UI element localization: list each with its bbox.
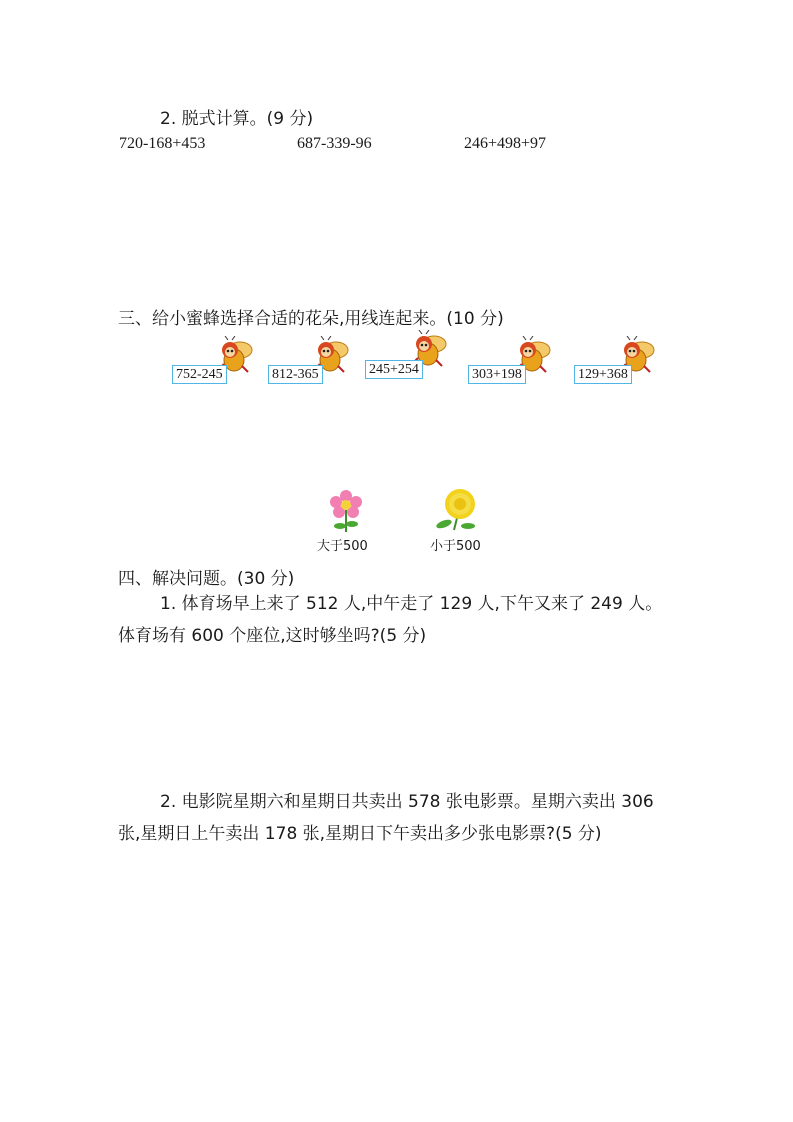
bee-expression-box: 129+368 (574, 365, 632, 384)
flower-label: 小于500 (430, 539, 481, 554)
expression-2: 687-339-96 (297, 135, 372, 152)
question-2-title: 2. 脱式计算。(9 分) (160, 109, 314, 129)
pink-flower-icon (328, 490, 364, 534)
section-3-title: 三、给小蜜蜂选择合适的花朵,用线连起来。(10 分) (118, 309, 504, 329)
problem-2-line-2: 张,星期日上午卖出 178 张,星期日下午卖出多少张电影票?(5 分) (118, 824, 602, 844)
expression-3: 246+498+97 (464, 135, 547, 152)
flower-label: 大于500 (317, 539, 368, 554)
expression-1: 720-168+453 (119, 135, 206, 152)
bee-expression-box: 303+198 (468, 365, 526, 384)
section-4-title: 四、解决问题。(30 分) (118, 569, 295, 589)
bee-expression-box: 752-245 (172, 365, 227, 384)
bee-expression-box: 245+254 (365, 360, 423, 379)
problem-1-line-1: 1. 体育场早上来了 512 人,中午走了 129 人,下午又来了 249 人。 (160, 594, 663, 614)
problem-2-line-1: 2. 电影院星期六和星期日共卖出 578 张电影票。星期六卖出 306 (160, 792, 654, 812)
bee-expression-box: 812-365 (268, 365, 323, 384)
problem-1-line-2: 体育场有 600 个座位,这时够坐吗?(5 分) (118, 626, 427, 646)
yellow-chrysanthemum-icon (434, 488, 478, 532)
